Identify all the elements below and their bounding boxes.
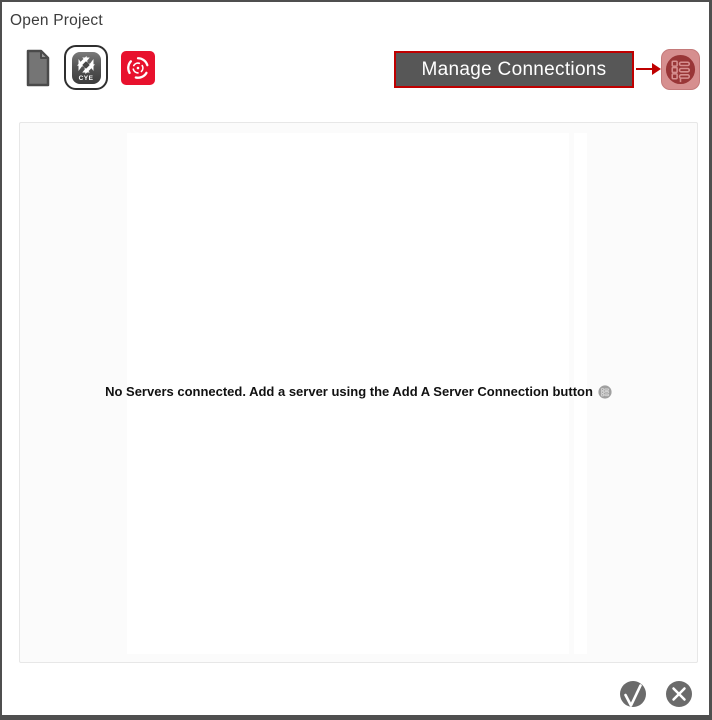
server-connection-icon	[598, 385, 612, 399]
confirm-button[interactable]	[618, 680, 648, 712]
ovation-project-type-button[interactable]	[121, 51, 155, 85]
cye-logo-label: CYE	[78, 74, 94, 82]
new-project-button[interactable]	[26, 49, 50, 87]
cye-project-type-button[interactable]	[64, 45, 108, 90]
server-stack-icon	[664, 53, 697, 86]
callout-arrow-line	[636, 68, 652, 70]
server-list-panel	[19, 122, 698, 663]
close-icon	[664, 680, 694, 712]
callout-arrow-head-icon	[652, 63, 661, 75]
cancel-button[interactable]	[664, 680, 694, 712]
empty-server-message-row	[20, 384, 697, 399]
empty-server-message: No Servers connected. Add a server using the Add A Server Connection button	[105, 384, 593, 399]
check-icon	[618, 680, 648, 712]
manage-connections-callout-label: Manage Connections	[421, 58, 607, 80]
page-title: Open Project	[10, 12, 103, 29]
manage-connections-callout	[394, 51, 634, 88]
blank-document-icon	[26, 75, 50, 90]
swirl-logo-icon	[125, 55, 151, 81]
cye-logo-icon	[72, 52, 101, 84]
manage-connections-button[interactable]	[661, 49, 700, 90]
